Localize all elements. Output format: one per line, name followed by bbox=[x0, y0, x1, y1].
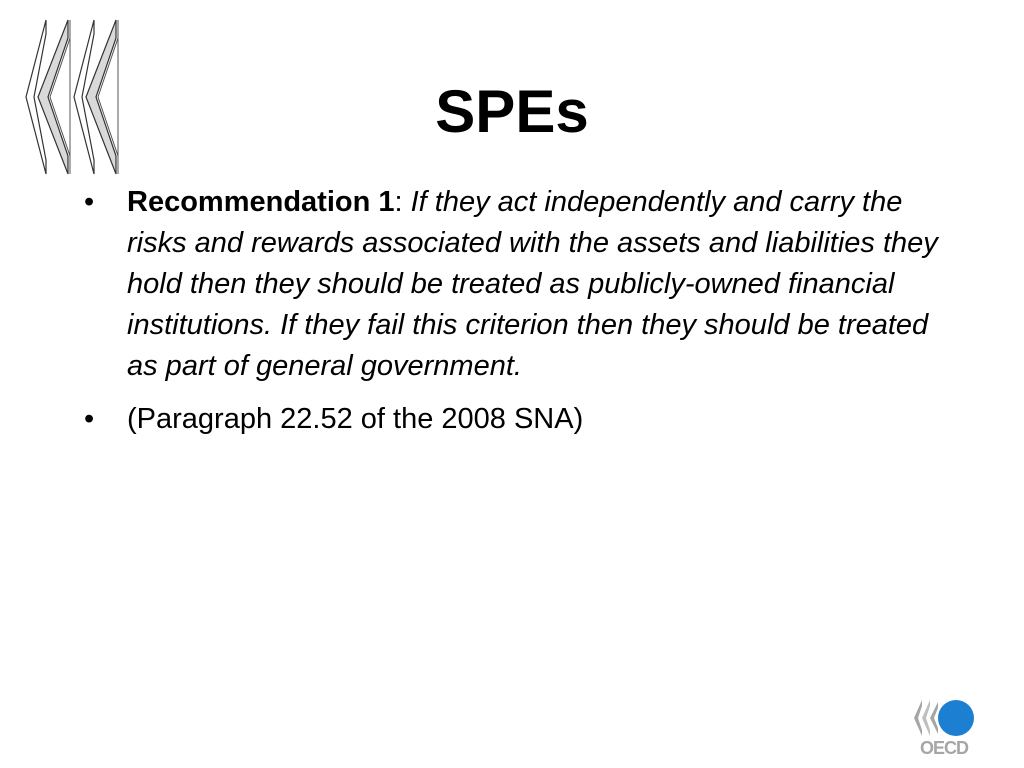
oecd-logo-mark bbox=[912, 698, 976, 740]
bullet-dot: • bbox=[84, 186, 95, 218]
recommendation-separator: : bbox=[394, 186, 411, 218]
oecd-logo bbox=[912, 698, 976, 760]
slide-title: SPEs bbox=[435, 78, 589, 145]
bullet-list bbox=[84, 182, 964, 452]
oecd-logo-text: OECD bbox=[919, 738, 968, 758]
bullet-dot: • bbox=[84, 403, 95, 435]
recommendation-label: Recommendation 1 bbox=[127, 186, 395, 218]
bullet-reference bbox=[84, 399, 964, 440]
recommendation-text: If they act independently and carry the risks and rewards associated with the assets and liabilities they hold then they should be treated as publicly-owned financial institutions. If they fail this criterion then they should be treated as part of general government. bbox=[127, 186, 938, 382]
reference-text: (Paragraph 22.52 of the 2008 SNA) bbox=[127, 403, 584, 435]
bullet-recommendation bbox=[84, 182, 964, 387]
